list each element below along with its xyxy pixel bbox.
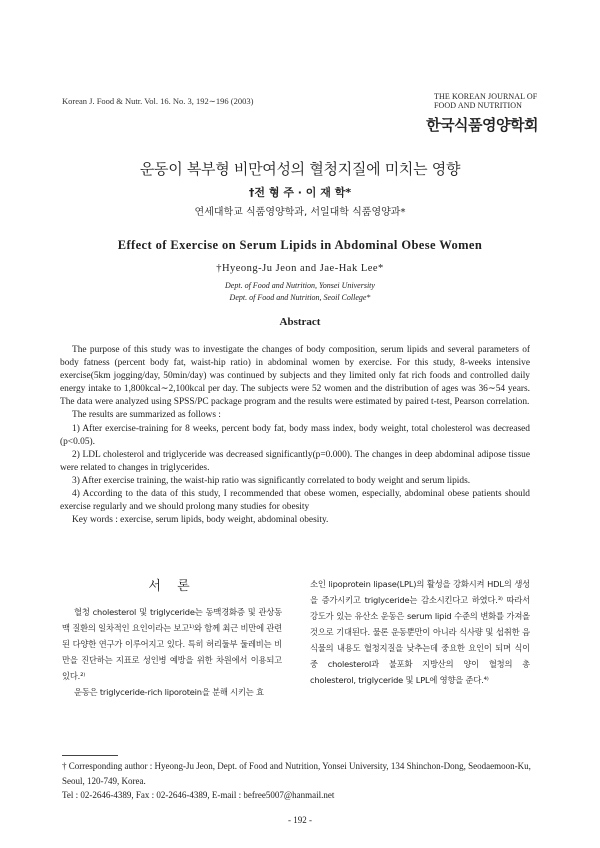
journal-name-ko: 한국식품영양학회 [426, 116, 538, 134]
journal-name-line2: FOOD AND NUTRITION [434, 101, 523, 110]
footnote-contact: Tel : 02-2646-4389, Fax : 02-2646-4389, E-mail : befree5007@hanmail.net [62, 790, 335, 800]
authors-korean: †전 형 주 · 이 재 학* [248, 186, 352, 199]
intro-right-column [310, 576, 530, 688]
body-paragraph: 혈청 cholesterol 및 triglyceride는 동맥경화증 및 관상동맥 질환의 일차적인 요인이라는 보고¹⁾와 함께 최근 비만에 관련된 다양한 연구가 이루어지고 있다. 특히 허리둘부 둘레비는 비만을 진단하는 지표로 성인병 예방을 위한 차원에서 이용되고 있다.²⁾ [62, 607, 282, 681]
footnote-divider [62, 755, 118, 756]
journal-name-line1: THE KOREAN JOURNAL OF [434, 92, 538, 101]
abstract-paragraph: 4) According to the data of this study, I recommended that obese women, especially, abdominal obese patients should exercise regularly and we should prolong many studies for obesity [60, 489, 530, 513]
body-paragraph: 운동은 triglyceride-rich liporotein을 분해 시키는 효 [74, 687, 264, 697]
abstract-heading: Abstract [279, 316, 321, 328]
abstract-body [60, 344, 530, 527]
affiliation-english-2: Dept. of Food and Nutrition, Seoil College* [229, 293, 371, 302]
page-number: - 192 - [288, 815, 312, 825]
journal-name-en [434, 92, 540, 110]
title-english: Effect of Exercise on Serum Lipids in Abdominal Obese Women [117, 238, 483, 252]
footnote [62, 759, 542, 803]
abstract-paragraph: 3) After exercise training, the waist-hip ratio was significantly correlated to body weight and serum lipids. [72, 475, 471, 486]
authors-english: †Hyeong-Ju Jeon and Jae-Hak Lee* [216, 263, 384, 274]
abstract-paragraph: 1) After exercise-training for 8 weeks, percent body fat, body mass index, body weight, total cholesterol was decreased (p<0.05). [60, 423, 530, 447]
title-korean: 운동이 복부형 비만여성의 혈청지질에 미치는 영향 [139, 160, 461, 178]
abstract-paragraph: The results are summarized as follows : [72, 410, 221, 421]
affiliation-korean: 연세대학교 식품영양학과, 서일대학 식품영양과* [194, 207, 406, 218]
section-heading-introduction: 서 론 [148, 579, 196, 594]
affiliation-english-1: Dept. of Food and Nutrition, Yonsei University [225, 281, 375, 290]
journal-citation: Korean J. Food & Nutr. Vol. 16. No. 3, 192∼196 (2003) [62, 96, 254, 106]
abstract-paragraph: 2) LDL cholesterol and triglyceride was decreased significantly(p=0.000). The changes in deep abdominal adipose tissue were related to changes in triglycerides. [60, 449, 530, 473]
abstract-paragraph: The purpose of this study was to investigate the changes of body composition, serum lipids and several parameters of body fatness (percent body fat, waist-hip ratio) in abdominal women by exercise. For this study, 8-weeks intensive exercise(5km jogging/day, 50min/day) was continued by subjects and they limited only fat rich foods and controlled daily energy intake to 1,800kcal∼2,100kcal per day. The subjects were 52 women and the distribution of ages was 36∼54 years. The data were analyzed using SPSS/PC package program and the results were estimated by paired t-test, Pearson correlation. [60, 345, 530, 408]
intro-left-column [62, 604, 282, 700]
keywords: Key words : exercise, serum lipids, body weight, abdominal obesity. [72, 515, 329, 526]
body-paragraph: 소인 lipoprotein lipase(LPL)의 활성을 강화시켜 HDL의 생성을 증가시키고 triglyceride는 감소시킨다고 하였다.³⁾ 따라서 강도가 있는 유산소 운동은 serum lipid 수준의 변화를 가져올 것으로 기대된다. 물론 운동뿐만이 아니라 식사량 및 섭취한 음식물의 내용도 혈청지질을 낮추는데 중요한 요인이 되며 식이 중 cholesterol과 불포화 지방산의 양이 혈청의 총 cholesterol, triglyceride 및 LPL에 영향을 준다.⁴⁾ [310, 579, 530, 685]
footnote-corresponding-author: † Corresponding author : Hyeong-Ju Jeon, Dept. of Food and Nutrition, Yonsei University, 134 Shinchon-Dong, Seodaemoon-Ku, Seoul, 120-749, Korea. [62, 761, 531, 786]
